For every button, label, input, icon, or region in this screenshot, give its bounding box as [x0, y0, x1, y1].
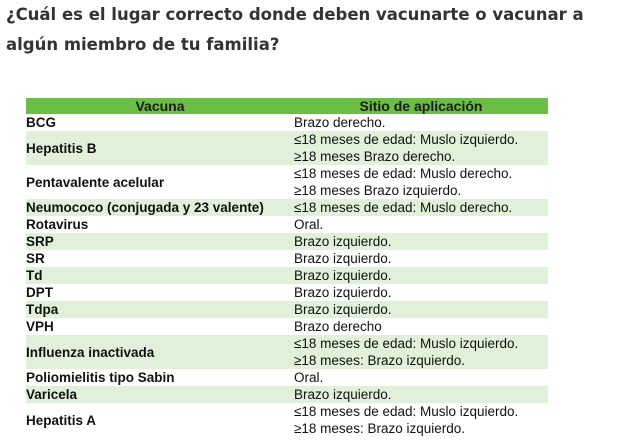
table-row: [26, 403, 548, 437]
vaccine-name-cell: Pentavalente acelular: [26, 174, 165, 190]
application-site-line: ≥18 meses Brazo derecho.: [294, 149, 456, 164]
application-site-line: Brazo izquierdo.: [294, 302, 392, 317]
application-site-line: Brazo izquierdo.: [294, 251, 392, 266]
column-header-sitio: Sitio de aplicación: [294, 98, 548, 114]
table-row: [26, 386, 548, 403]
table-row: [26, 335, 548, 369]
vaccine-name-cell: DPT: [26, 285, 53, 300]
column-header-vacuna: Vacuna: [26, 98, 294, 114]
application-site-cell: [294, 284, 548, 301]
table-row: [26, 369, 548, 386]
application-site-line: Brazo izquierdo.: [294, 387, 392, 402]
application-site-cell: [294, 335, 548, 369]
application-site-line: ≤18 meses de edad: Muslo derecho.: [294, 200, 513, 215]
vaccine-name-cell: SR: [26, 251, 45, 266]
application-site-cell: [294, 403, 548, 437]
vaccine-name-cell: Rotavirus: [26, 217, 89, 232]
table-row: [26, 216, 548, 233]
application-site-cell: [294, 131, 548, 165]
application-site-line: ≤18 meses de edad: Muslo izquierdo.: [294, 132, 519, 147]
table-body: [26, 114, 548, 437]
vaccine-table: [26, 98, 548, 437]
application-site-cell: [294, 199, 548, 216]
application-site-cell: [294, 216, 548, 233]
vaccine-name-cell: Influenza inactivada: [26, 335, 294, 369]
table-row: [26, 301, 548, 318]
application-site-line: ≥18 meses: Brazo izquierdo.: [294, 421, 465, 436]
vaccine-name-cell: SRP: [26, 233, 294, 250]
application-site-cell: [294, 250, 548, 267]
application-site-cell: [294, 318, 548, 335]
vaccine-name-cell: Hepatitis B: [26, 131, 294, 165]
vaccine-name-cell: VPH: [26, 319, 54, 334]
vaccine-name-cell: Td: [26, 267, 294, 284]
table-row: [26, 114, 548, 131]
application-site-cell: [294, 165, 548, 199]
application-site-line: Oral.: [294, 370, 324, 385]
application-site-line: Brazo izquierdo.: [294, 234, 392, 249]
table-row: [26, 318, 548, 335]
application-site-line: Brazo izquierdo.: [294, 285, 392, 300]
application-site-cell: [294, 386, 548, 403]
table-row: [26, 165, 548, 199]
application-site-line: ≥18 meses Brazo izquierdo.: [294, 183, 462, 198]
vaccine-name-cell: Tdpa: [26, 301, 294, 318]
table-row: [26, 233, 548, 250]
vaccine-name-cell: Poliomielitis tipo Sabin: [26, 370, 175, 385]
application-site-line: Brazo izquierdo.: [294, 268, 392, 283]
page-title: ¿Cuál es el lugar correcto donde deben vacunarte o vacunar a algún miembro de tu familia?: [6, 5, 584, 54]
table-row: [26, 250, 548, 267]
application-site-line: ≥18 meses: Brazo izquierdo.: [294, 353, 465, 368]
application-site-cell: [294, 369, 548, 386]
vaccine-name-cell: Hepatitis A: [26, 412, 97, 428]
application-site-cell: [294, 267, 548, 284]
application-site-line: Brazo derecho.: [294, 115, 386, 130]
vaccine-name-cell: Varicela: [26, 386, 294, 403]
application-site-line: ≤18 meses de edad: Muslo derecho.: [294, 166, 513, 181]
application-site-line: ≤18 meses de edad: Muslo izquierdo.: [294, 336, 519, 351]
application-site-cell: [294, 301, 548, 318]
application-site-line: Brazo derecho: [294, 319, 382, 334]
application-site-cell: [294, 233, 548, 250]
table-header-row: [26, 98, 548, 114]
table-row: [26, 267, 548, 284]
vaccine-name-cell: Neumococo (conjugada y 23 valente): [26, 199, 294, 216]
table-row: [26, 284, 548, 301]
vaccine-name-cell: BCG: [26, 115, 56, 130]
application-site-cell: [294, 114, 548, 131]
table-row: [26, 199, 548, 216]
application-site-line: ≤18 meses de edad: Muslo izquierdo.: [294, 404, 519, 419]
table-row: [26, 131, 548, 165]
application-site-line: Oral.: [294, 217, 324, 232]
